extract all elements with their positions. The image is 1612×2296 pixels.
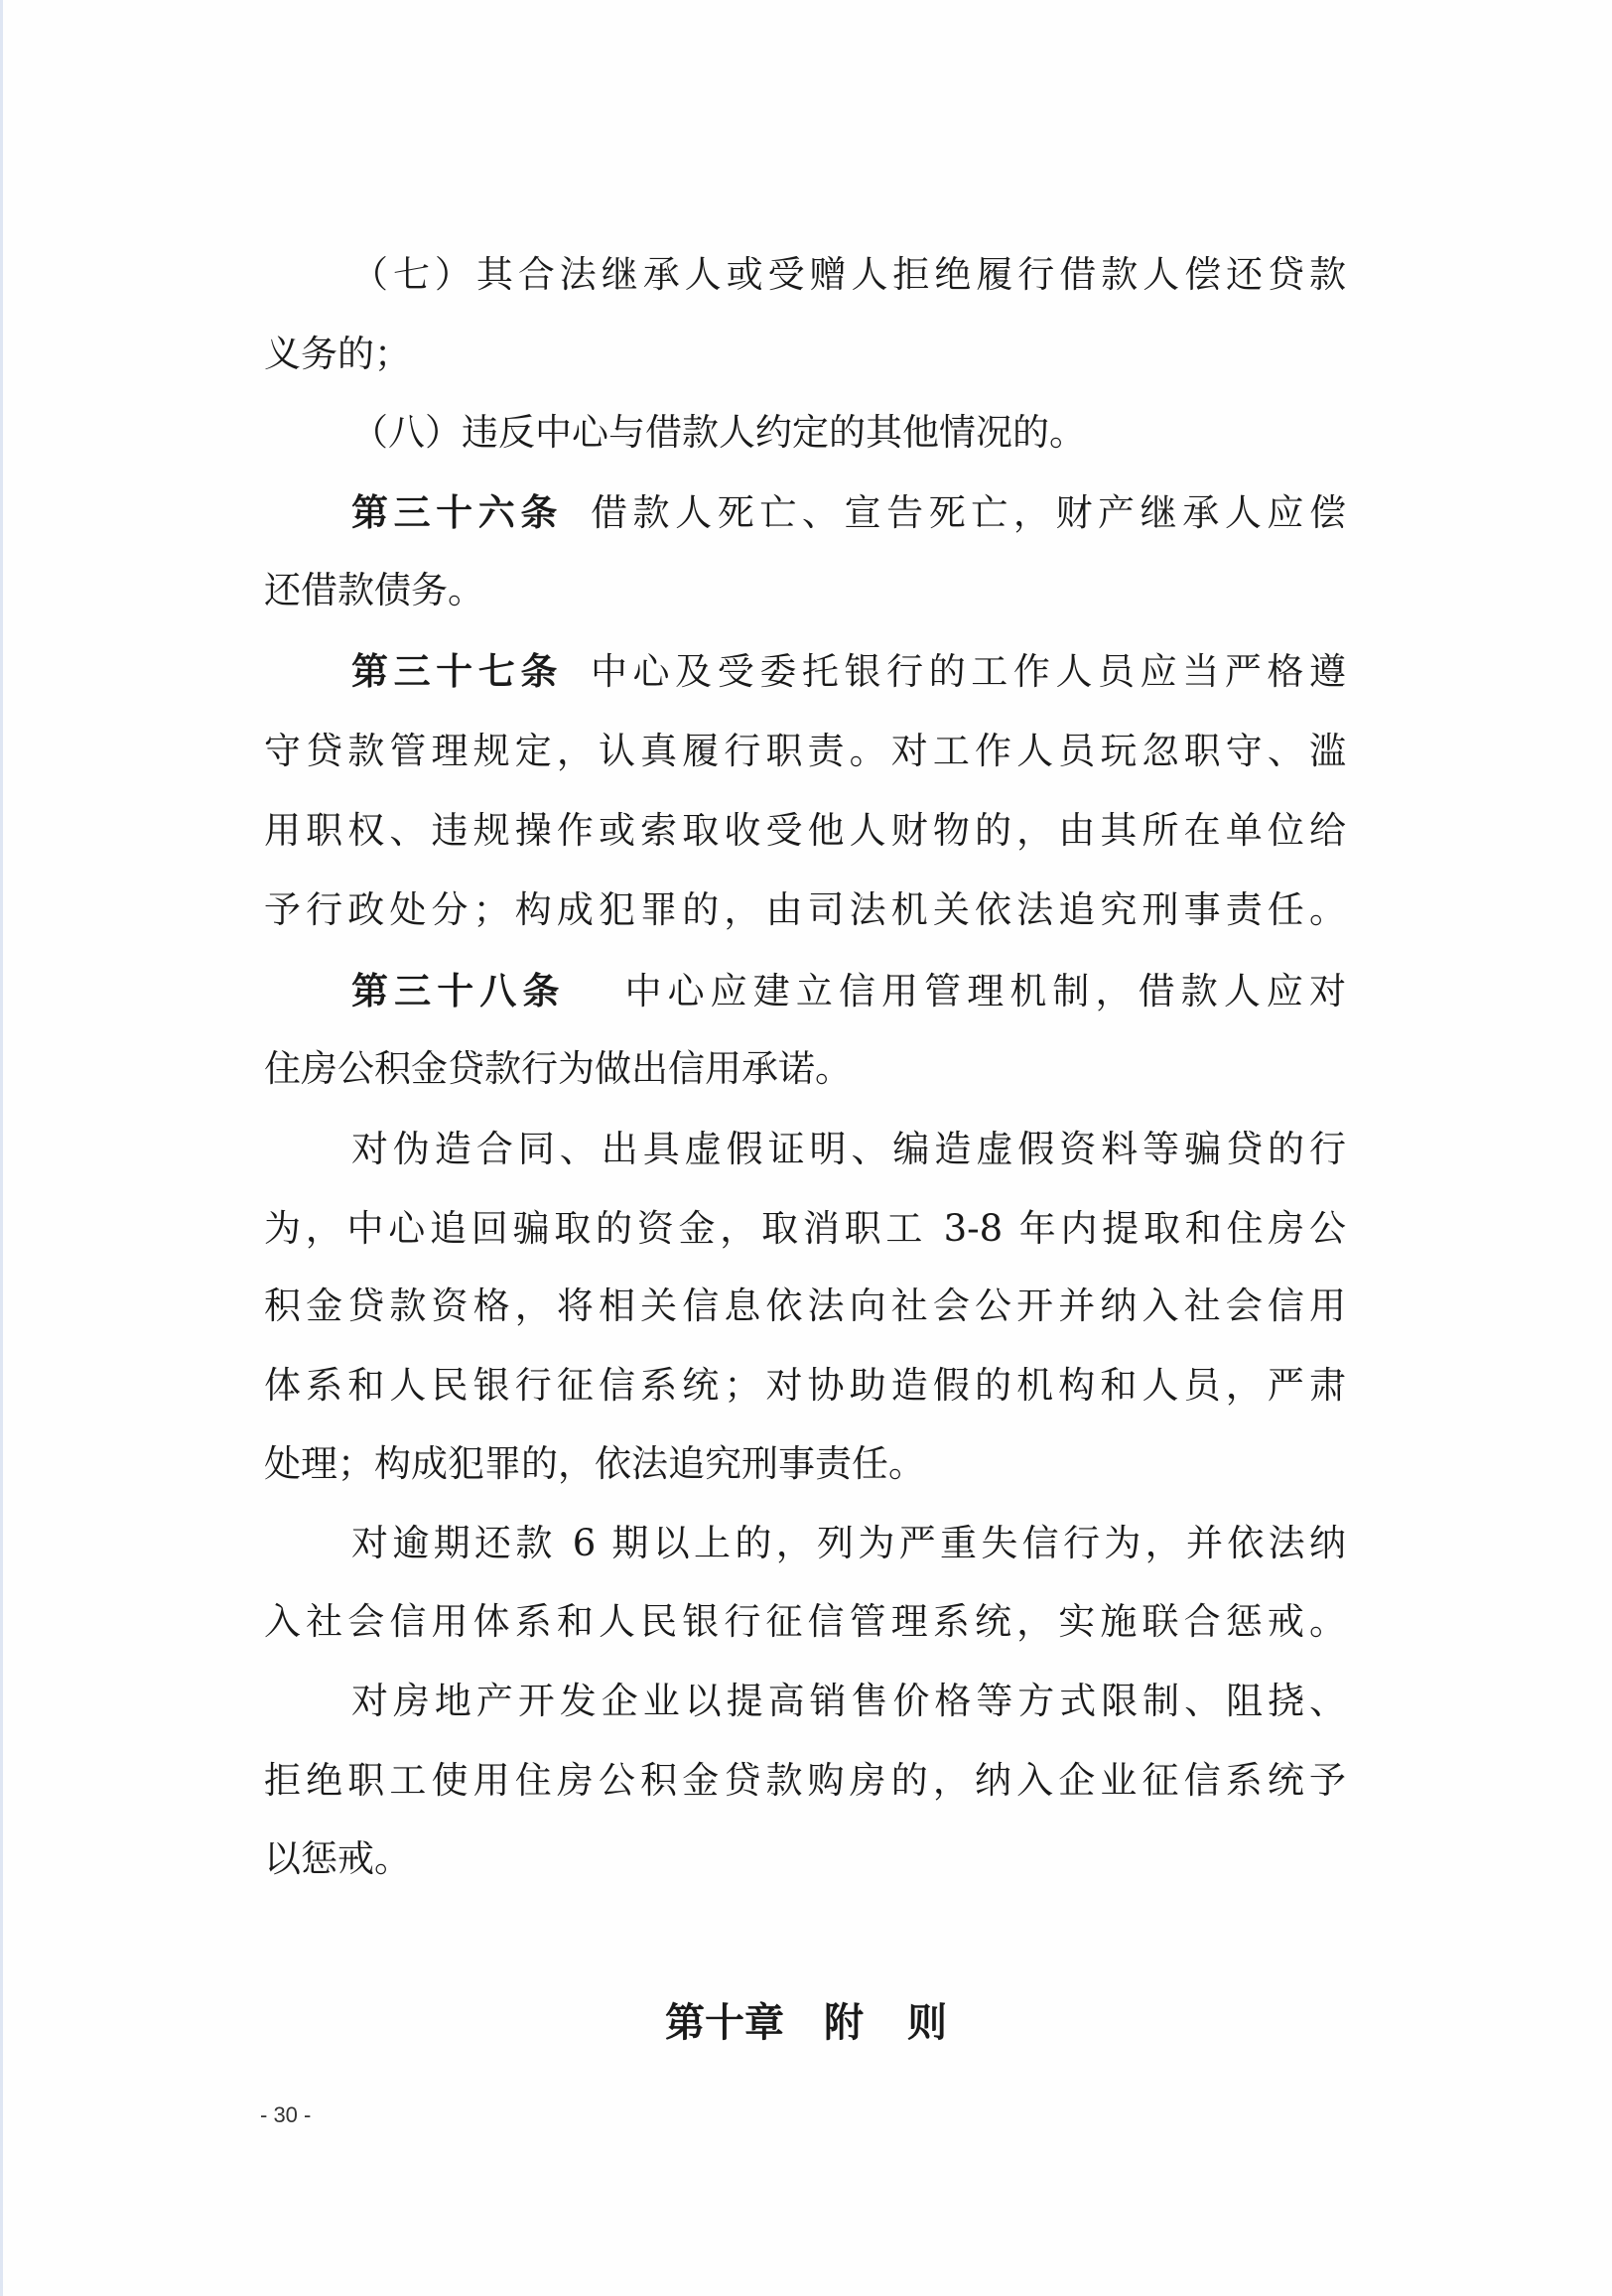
text-line — [351, 1519, 1346, 1568]
text-line — [351, 250, 1346, 300]
chapter-heading: 第十章 附 则 — [665, 2000, 947, 2046]
text-line — [264, 1282, 1346, 1331]
line-text: 体系和人民银行征信系统；对协助造假的机构和人员，严肃 — [264, 1364, 1346, 1407]
line-text: 为，中心追回骗取的资金，取消职工 3-8 年内提取和住房公 — [264, 1207, 1346, 1250]
text-line — [264, 727, 1346, 776]
text-line — [351, 1677, 1346, 1726]
line-text: 用职权、违规操作或索取收受他人财物的，由其所在单位给 — [264, 809, 1346, 852]
line-text: 还借款债务。 — [264, 569, 484, 611]
article-number: 第三十六条 — [351, 490, 563, 534]
line-text: 守贷款管理规定，认真履行职责。对工作人员玩忽职守、滥 — [264, 730, 1346, 772]
line-text: 对逾期还款 6 期以上的，列为严重失信行为，并依法纳 — [351, 1522, 1346, 1564]
scan-edge — [0, 0, 3, 2296]
text-line — [351, 646, 1346, 697]
line-text: 予行政处分；构成犯罪的，由司法机关依法追究刑事责任。 — [264, 888, 1346, 931]
line-text: 对伪造合同、出具虚假证明、编造虚假资料等骗贷的行 — [351, 1128, 1346, 1170]
line-text: 拒绝职工使用住房公积金贷款购房的，纳入企业征信系统予 — [264, 1759, 1346, 1802]
text-line — [264, 1834, 1346, 1884]
text-line — [264, 566, 1346, 615]
text-line — [351, 966, 1346, 1016]
text-line — [264, 806, 1346, 856]
text-line — [351, 1125, 1346, 1174]
text-line — [264, 330, 1346, 379]
text-line — [264, 1756, 1346, 1806]
text-line — [264, 1044, 1346, 1094]
line-text: 义务的； — [264, 333, 411, 375]
line-text: 对房地产开发企业以提高销售价格等方式限制、阻挠、 — [351, 1680, 1346, 1722]
text-line — [264, 885, 1346, 935]
page-number: - 30 - — [260, 2102, 312, 2127]
text-line — [264, 1597, 1346, 1647]
line-text: 入社会信用体系和人民银行征信管理系统，实施联合惩戒。 — [264, 1600, 1346, 1643]
line-text: 中心及受委托银行的工作人员应当严格遵 — [590, 650, 1347, 693]
text-line — [264, 1361, 1346, 1411]
line-text: 以惩戒。 — [264, 1837, 411, 1880]
text-line — [351, 408, 1346, 458]
line-text: 积金贷款资格，将相关信息依法向社会公开并纳入社会信用 — [264, 1284, 1346, 1327]
text-line — [351, 487, 1346, 538]
article-number: 第三十七条 — [351, 649, 563, 693]
line-text: （八）违反中心与借款人约定的其他情况的。 — [351, 411, 1086, 454]
line-text: 住房公积金贷款行为做出信用承诺。 — [264, 1047, 852, 1090]
line-text: 中心应建立信用管理机制，借款人应对 — [624, 970, 1347, 1013]
text-line — [264, 1204, 1346, 1254]
text-line — [264, 1439, 1346, 1489]
line-text: 处理；构成犯罪的，依法追究刑事责任。 — [264, 1442, 925, 1485]
article-number: 第三十八条 — [351, 969, 566, 1013]
line-text: 借款人死亡、宣告死亡，财产继承人应偿 — [590, 491, 1347, 534]
line-text: （七）其合法继承人或受赠人拒绝履行借款人偿还贷款 — [351, 253, 1346, 296]
